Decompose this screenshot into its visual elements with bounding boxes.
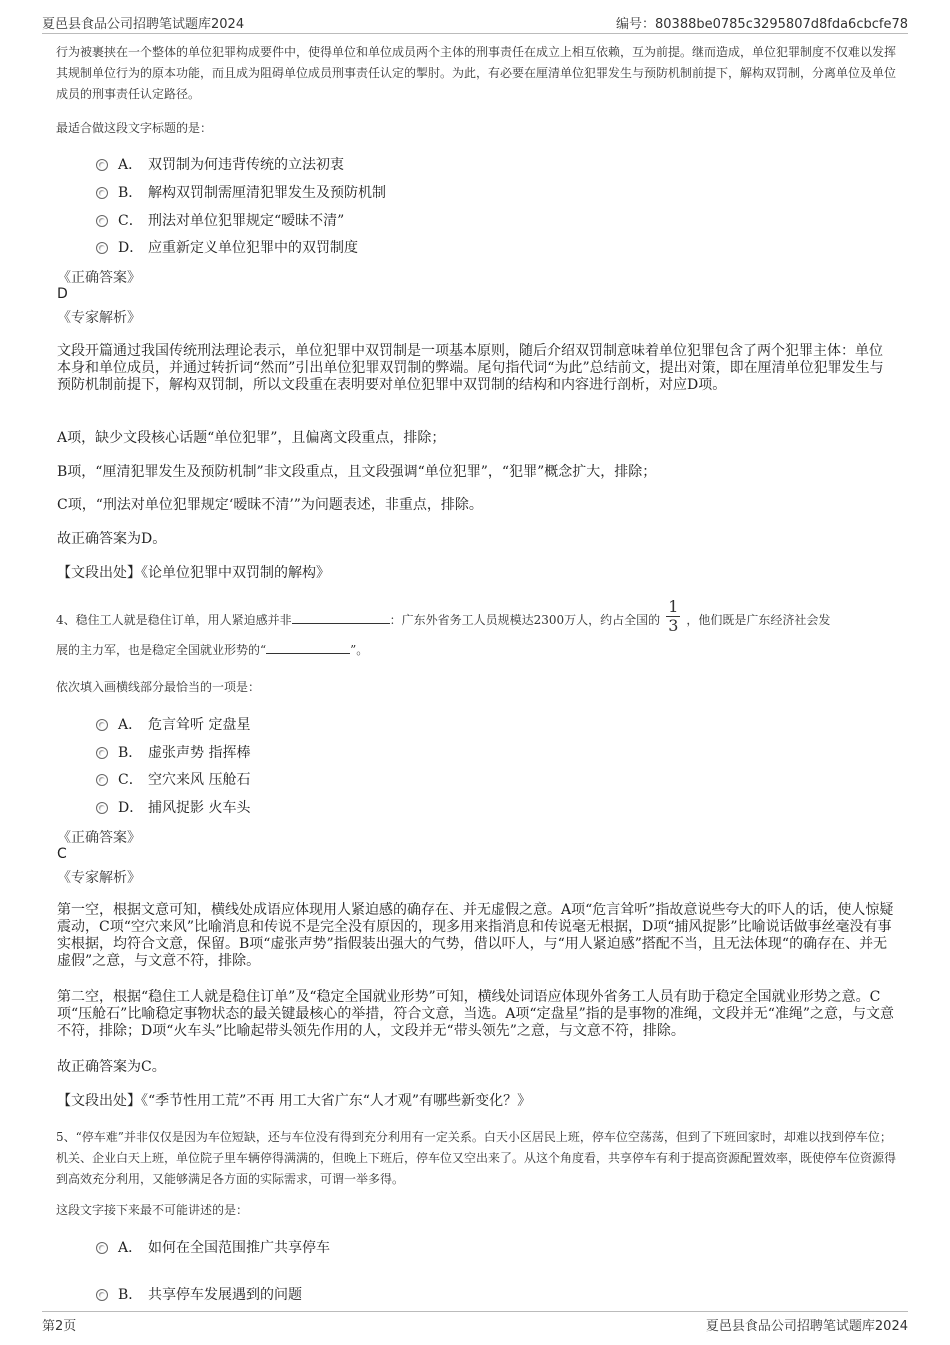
radio-icon[interactable] [96,242,108,254]
header-doc-id: 编号：80388be0785c3295807d8fda6cbcfe78 [616,17,908,32]
q3-conclusion: 故正确答案为D。 [57,531,167,547]
q4-answer: C [57,846,67,862]
q3-answer: D [57,286,68,302]
q3-answer-tag: 《正确答案》 [57,270,141,286]
q4-conclusion: 故正确答案为C。 [57,1059,166,1075]
radio-icon[interactable] [96,774,108,786]
q5-prompt: 这段文字接下来最不可能讲述的是： [56,1203,249,1217]
page-number: 第2页 [42,1319,77,1334]
radio-icon[interactable] [96,802,108,814]
radio-icon[interactable] [96,1242,108,1254]
q3-prompt: 最适合做这段文字标题的是： [56,121,213,135]
q3-source: 【文段出处】《论单位犯罪中双罚制的解构》 [57,565,330,581]
q4-analysis-blank1: 第一空，根据文意可知，横线处成语应体现用人紧迫感的确存在、并无虚假之意。A项“危言耸听”指故意说些夸大的吓人的话，使人惊疑震动，C项“空穴来风”比喻消息和传说不是完全没有原因的，现多用来指消息和传说毫无根据，D项“捕风捉影”比喻说话做事丝毫没有事实根据，均符合文意，保留。B项“虚张声势”指假装出强大的气势，借以吓人，与“用人紧迫感”搭配不当，且无法体现“的确存在、并无虚假”之意，与文意不符，排除。 [57,902,894,969]
q3-analysis-b: B项，“厘清犯罪发生及预防机制”非文段重点，且文段强调“单位犯罪”，“犯罪”概念扩大，排除； [57,464,657,480]
page-footer [42,1311,908,1334]
q3-analysis-c: C项，“刑法对单位犯罪规定‘暧昧不清’”为问题表述，非重点，排除。 [57,497,483,513]
q4-blank-1[interactable] [292,611,390,624]
page-header [42,13,908,34]
radio-icon[interactable] [96,719,108,731]
q4-stem: 4、稳住工人就是稳住订单，用人紧迫感并非 ：广东外省务工人员规模达2300万人，约占全国的 $\frac{1}{3}$ ，他们既是广东经济社会发 展的主力军，也是稳定全国就业形势的“ ”。 [56,597,831,657]
q5-stem: 5、“停车难”并非仅仅是因为车位短缺，还与车位没有得到充分利用有一定关系。白天小区居民上班，停车位空荡荡，但到了下班回家时，却难以找到停车位；机关、企业白天上班，单位院子里车辆停得满满的，但晚上下班后，停车位又空出来了。从这个角度看，共享停车有利于提高资源配置效率，既使停车位资源得到高效充分利用，又能够满足各方面的实际需求，可谓一举多得。 [56,1130,897,1186]
radio-icon[interactable] [96,1289,108,1301]
q4-prompt: 依次填入画横线部分最恰当的一项是： [56,680,261,694]
radio-icon[interactable] [96,187,108,199]
q3-analysis-tag: 《专家解析》 [57,310,141,326]
q4-blank-2[interactable] [266,641,350,654]
q4-analysis-tag: 《专家解析》 [57,870,141,886]
q3-analysis-a: A项，缺少文段核心话题“单位犯罪”，且偏离文段重点，排除； [57,430,446,446]
footer-title: 夏邑县食品公司招聘笔试题库2024 [705,1319,908,1334]
q4-fraction: $\frac{1}{3}$ [668,597,679,635]
q3-passage: 行为被裹挟在一个整体的单位犯罪构成要件中，使得单位和单位成员两个主体的刑事责任在成立上相互依赖，互为前提。继而造成，单位犯罪制度不仅难以发挥其规制单位行为的原本功能，而且成为阻碍单位成员刑事责任认定的掣肘。为此，有必要在厘清单位犯罪发生与预防机制前提下，解构双罚制，分离单位及单位成员的刑事责任认定路径。 [56,45,897,101]
q4-answer-tag: 《正确答案》 [57,830,141,846]
radio-icon[interactable] [96,159,108,171]
radio-icon[interactable] [96,747,108,759]
radio-icon[interactable] [96,215,108,227]
q4-analysis-blank2: 第二空，根据“稳住工人就是稳住订单”及“稳定全国就业形势”可知，横线处词语应体现外省务工人员有助于稳定全国就业形势之意。C项“压舱石”比喻稳定事物状态的最关键最核心的举措，符合文意，当选。A项“定盘星”指的是事物的准绳，文段并无“准绳”之意，与文意不符，排除；D项“火车头”比喻起带头领先作用的人，文段并无“带头领先”之意，与文意不符，排除。 [57,989,895,1039]
q3-analysis-main: 文段开篇通过我国传统刑法理论表示，单位犯罪中双罚制是一项基本原则，随后介绍双罚制意味着单位犯罪包含了两个犯罪主体：单位本身和单位成员，并通过转折词“然而”引出单位犯罪双罚制的弊端。尾句指代词“为此”总结前文，提出对策，即在厘清单位犯罪发生与预防机制前提下，解构双罚制，所以文段重在表明要对单位犯罪中双罚制的结构和内容进行剖析，对应D项。 [57,343,884,393]
q4-source: 【文段出处】《“季节性用工荒”不再 用工大省广东“人才观”有哪些新变化？》 [57,1093,532,1109]
header-title: 夏邑县食品公司招聘笔试题库2024 [42,17,245,32]
